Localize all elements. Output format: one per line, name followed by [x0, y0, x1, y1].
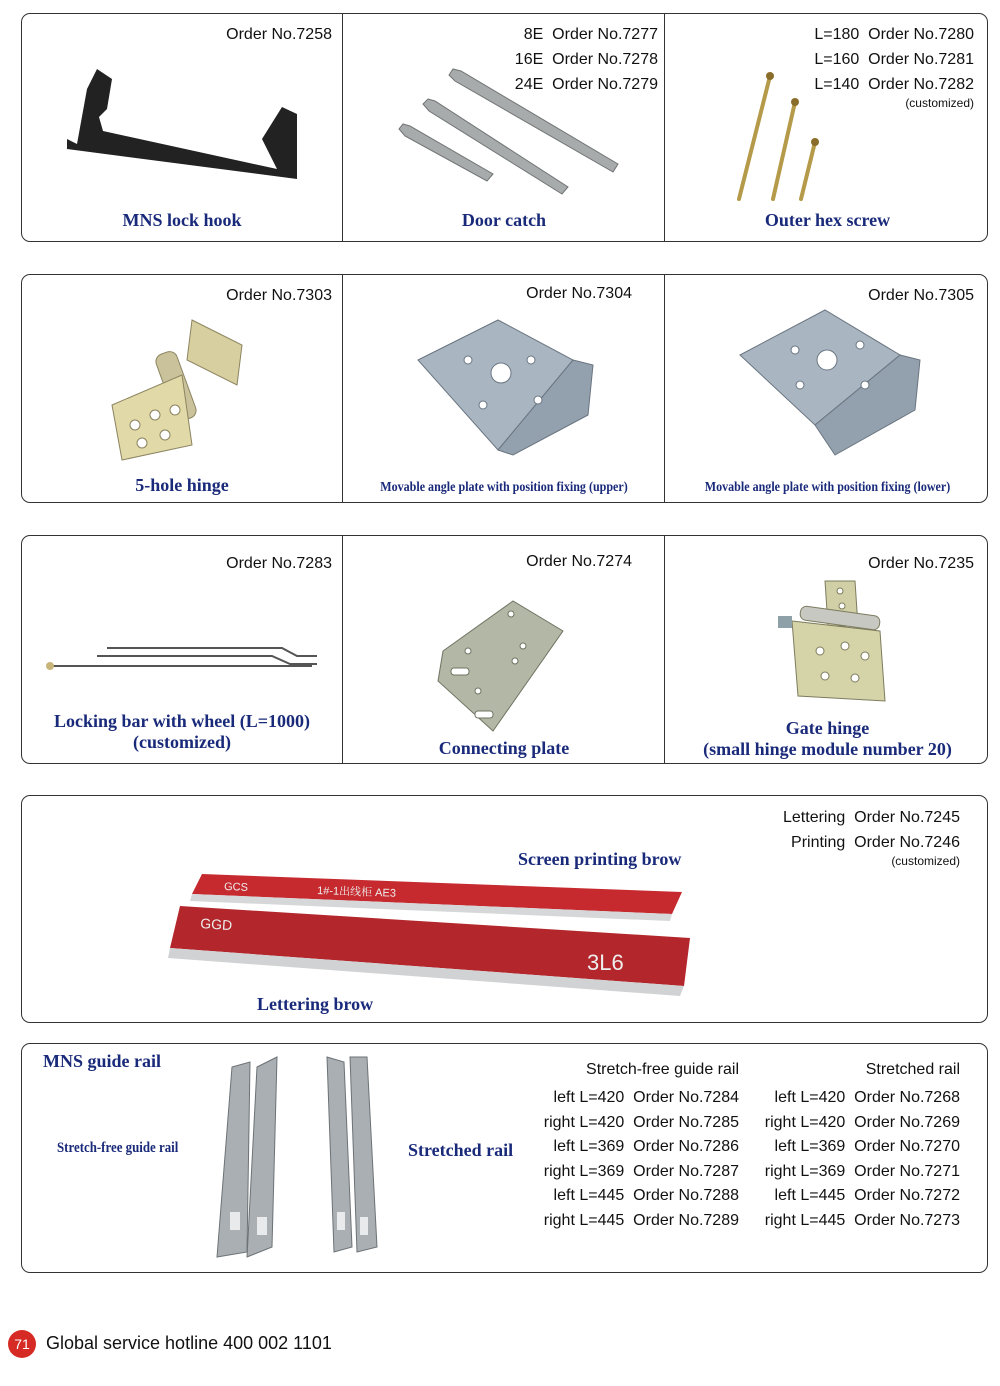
brow-image: [162, 866, 702, 1001]
col2-header: Stretched rail: [865, 1061, 960, 1078]
service-hotline: Global service hotline 400 002 1101: [46, 1333, 332, 1353]
product-cell-5-hole-hinge: [22, 275, 342, 502]
page-number: 71: [8, 1330, 36, 1358]
product-cell-door-catch: [342, 14, 665, 241]
stretch-free-order-list: left L=420 Order No.7284 right L=420 Order No.7285 left L=369 Order No.7286 right L=369 Order No.7287 left L=445 Order No.7288 right L=445 Order No.7289: [543, 1089, 739, 1229]
product-cell-gate-hinge: [664, 536, 990, 763]
product-caption: Door catch: [461, 210, 547, 230]
order-number: L=180 Order No.7280 L=160 Order No.7281 L=140 Order No.7282 (customized): [814, 26, 974, 110]
hex-screw-image: [725, 74, 845, 214]
product-caption: Connecting plate: [438, 738, 570, 758]
order-number: Lettering Order No.7245 Printing Order No.7246 (customized): [783, 809, 960, 868]
product-caption: Outer hex screw: [764, 210, 891, 230]
stretch-free-label: Stretch-free guide rail: [57, 1140, 179, 1156]
gate-hinge-image: [770, 576, 890, 706]
stretched-order-list: left L=420 Order No.7268 right L=420 Order No.7269 left L=369 Order No.7270 right L=369 Order No.7271 left L=445 Order No.7272 right L=445 Order No.7273: [764, 1089, 960, 1229]
product-cell-angle-plate-upper: [342, 275, 665, 502]
product-cell-connecting-plate: [342, 536, 665, 763]
angle-plate-upper-image: [413, 315, 603, 465]
product-caption: Locking bar with wheel (L=1000) (customized): [54, 711, 310, 752]
brow-bottom-text2: 3L6: [587, 950, 624, 975]
product-caption: Gate hinge (small hinge module number 20): [703, 718, 952, 759]
order-number: Order No.7304: [526, 285, 632, 302]
stretched-rail-label: Stretched rail: [408, 1140, 514, 1160]
product-caption: Movable angle plate with position fixing (lower): [704, 480, 951, 495]
guide-rail-image: [202, 1052, 422, 1262]
order-number: Order No.7283: [226, 555, 332, 572]
angle-plate-lower-image: [735, 305, 925, 465]
product-row-4-brow: [21, 795, 988, 1023]
brow-top-text2: 1#-1出线柜 AE3: [316, 885, 397, 900]
hinge-image: [107, 315, 247, 455]
screen-printing-brow-label: Screen printing brow: [518, 849, 682, 869]
order-number: Order No.7305: [868, 287, 974, 304]
col1-header: Stretch-free guide rail: [586, 1061, 739, 1078]
lock-hook-image: [67, 69, 307, 199]
order-number: 8E Order No.7277 16E Order No.7278 24E Order No.7279: [514, 26, 658, 93]
connecting-plate-image: [423, 596, 573, 736]
brow-top-text1: GCS: [223, 881, 249, 894]
guide-rail-title: MNS guide rail: [43, 1051, 162, 1071]
lettering-brow-label: Lettering brow: [257, 994, 374, 1014]
product-caption: Movable angle plate with position fixing (upper): [380, 480, 628, 495]
product-caption: 5-hole hinge: [135, 475, 229, 495]
product-cell-angle-plate-lower: [664, 275, 990, 502]
order-number: Order No.7258: [226, 26, 332, 43]
product-row-2: [21, 274, 988, 503]
product-cell-outer-hex-screw: [664, 14, 990, 241]
product-caption: MNS lock hook: [122, 210, 242, 230]
product-row-5-guide-rail: [21, 1043, 988, 1273]
product-cell-lock-hook: [22, 14, 342, 241]
order-number: Order No.7274: [526, 553, 632, 570]
locking-bar-image: [42, 636, 332, 686]
brow-bottom-text1: GGD: [199, 915, 233, 934]
order-number: Order No.7235: [868, 555, 974, 572]
door-catch-image: [383, 69, 623, 199]
product-row-1: [21, 13, 988, 242]
order-number: Order No.7303: [226, 287, 332, 304]
product-row-3: [21, 535, 988, 764]
product-cell-locking-bar: [22, 536, 342, 763]
